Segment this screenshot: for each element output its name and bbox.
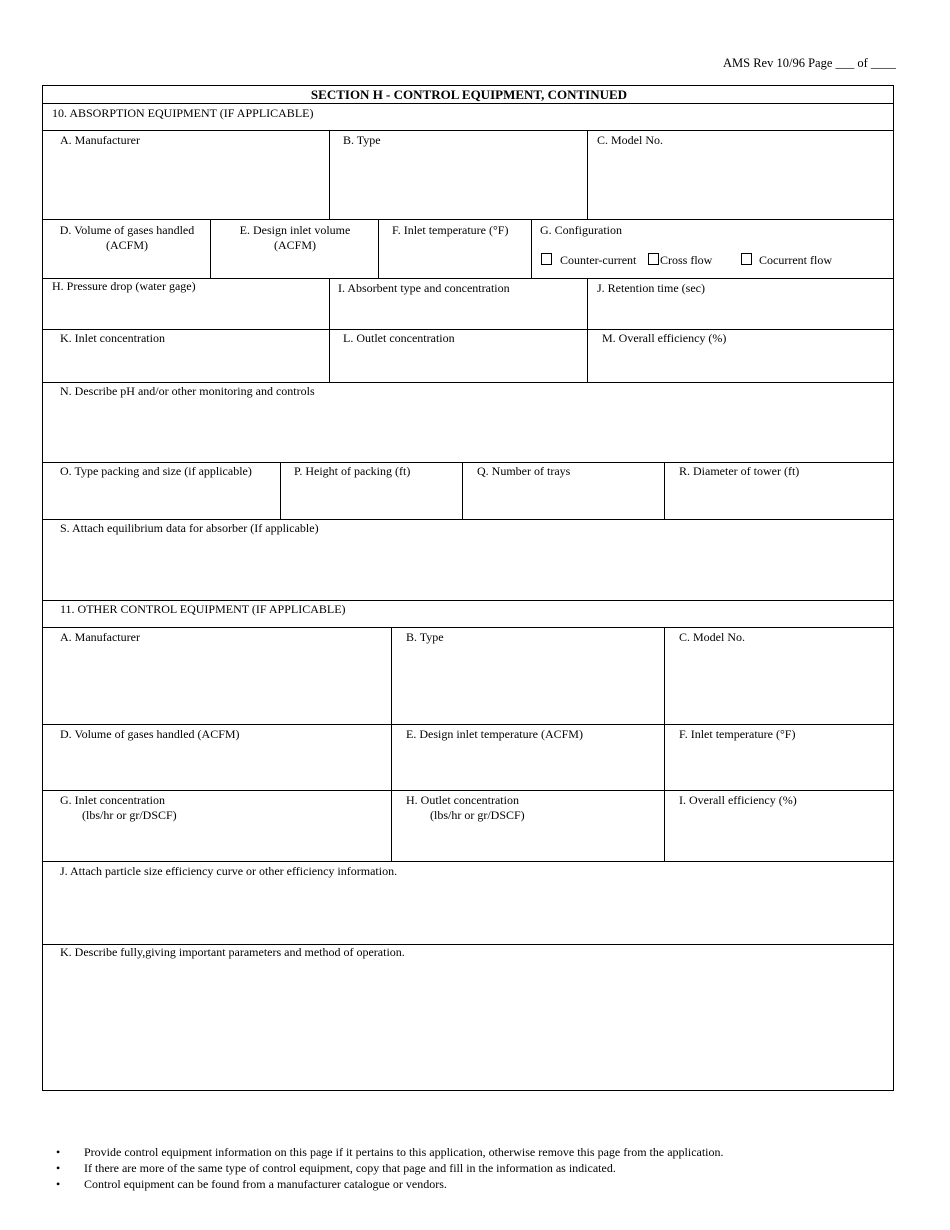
other-outlet-conc-field[interactable]: [406, 793, 525, 823]
list-item: • Control equipment can be found from a manufacturer catalogue or vendors.: [54, 1176, 914, 1192]
control-equipment-form: [42, 85, 894, 1091]
abs-design-inlet-unit: (ACFM): [273, 238, 316, 252]
divider: [210, 219, 211, 278]
abs-num-trays-field[interactable]: Q. Number of trays: [477, 464, 571, 478]
abs-packing-height-field[interactable]: P. Height of packing (ft): [294, 464, 411, 478]
other-outlet-conc-unit: (lbs/hr or gr/DSCF): [430, 808, 525, 822]
other-inlet-conc-label: G. Inlet concentration: [60, 793, 165, 807]
other-design-inlet-temp-field[interactable]: E. Design inlet temperature (ACFM): [406, 727, 583, 741]
divider: [43, 627, 893, 628]
divider: [329, 130, 330, 219]
divider: [43, 724, 893, 725]
instructions-list: [54, 1144, 914, 1192]
divider: [43, 219, 893, 220]
counter-current-checkbox[interactable]: [541, 253, 552, 265]
abs-volume-gases-unit: (ACFM): [105, 238, 148, 252]
abs-manufacturer-field[interactable]: A. Manufacturer: [60, 133, 140, 147]
divider: [378, 219, 379, 278]
other-manufacturer-field[interactable]: A. Manufacturer: [60, 630, 140, 644]
section-title: SECTION H - CONTROL EQUIPMENT, CONTINUED: [310, 87, 628, 102]
divider: [43, 130, 893, 131]
list-item: • If there are more of the same type of control equipment, copy that page and fill in the information as indicated.: [54, 1160, 914, 1176]
abs-volume-gases-label: D. Volume of gases handled: [59, 223, 195, 237]
divider: [531, 219, 532, 278]
abs-model-no-field[interactable]: C. Model No.: [597, 133, 663, 147]
abs-design-inlet-field[interactable]: [215, 223, 375, 253]
counter-current-label: Counter-current: [560, 253, 637, 267]
other-type-field[interactable]: B. Type: [406, 630, 444, 644]
divider: [587, 278, 588, 382]
divider: [664, 462, 665, 519]
abs-pressure-drop-field[interactable]: H. Pressure drop (water gage): [52, 279, 196, 293]
divider: [43, 329, 893, 330]
list-item: • Provide control equipment information on this page if it pertains to this application, otherwise remove this page from the application.: [54, 1144, 914, 1160]
cocurrent-flow-checkbox[interactable]: [741, 253, 752, 265]
abs-outlet-conc-field[interactable]: L. Outlet concentration: [343, 331, 455, 345]
abs-design-inlet-label: E. Design inlet volume: [239, 223, 351, 237]
other-section-heading: 11. OTHER CONTROL EQUIPMENT (IF APPLICABLE): [60, 602, 346, 616]
abs-inlet-conc-field[interactable]: K. Inlet concentration: [60, 331, 165, 345]
abs-equilibrium-field[interactable]: S. Attach equilibrium data for absorber (If applicable): [60, 521, 319, 535]
abs-volume-gases-field[interactable]: [47, 223, 207, 253]
other-outlet-conc-label: H. Outlet concentration: [406, 793, 519, 807]
abs-configuration-label: G. Configuration: [540, 223, 622, 237]
cross-flow-checkbox[interactable]: [648, 253, 659, 265]
abs-inlet-temp-field[interactable]: F. Inlet temperature (°F): [392, 223, 509, 237]
divider: [462, 462, 463, 519]
abs-packing-type-field[interactable]: O. Type packing and size (if applicable): [60, 464, 252, 478]
other-describe-fully-field[interactable]: K. Describe fully,giving important parameters and method of operation.: [60, 945, 405, 959]
divider: [43, 861, 893, 862]
other-model-no-field[interactable]: C. Model No.: [679, 630, 745, 644]
cocurrent-flow-label: Cocurrent flow: [759, 253, 832, 267]
divider: [43, 103, 893, 104]
divider: [43, 600, 893, 601]
abs-overall-eff-field[interactable]: M. Overall efficiency (%): [602, 331, 727, 345]
abs-tower-diameter-field[interactable]: R. Diameter of tower (ft): [679, 464, 800, 478]
abs-absorbent-field[interactable]: I. Absorbent type and concentration: [338, 281, 510, 295]
divider: [280, 462, 281, 519]
other-overall-eff-field[interactable]: I. Overall efficiency (%): [679, 793, 797, 807]
other-inlet-conc-field[interactable]: [60, 793, 177, 823]
divider: [664, 627, 665, 861]
abs-type-field[interactable]: B. Type: [343, 133, 381, 147]
divider: [587, 130, 588, 219]
other-volume-gases-field[interactable]: D. Volume of gases handled (ACFM): [60, 727, 240, 741]
absorption-section-heading: 10. ABSORPTION EQUIPMENT (IF APPLICABLE): [52, 106, 314, 120]
divider: [43, 790, 893, 791]
other-inlet-conc-unit: (lbs/hr or gr/DSCF): [82, 808, 177, 822]
divider: [43, 382, 893, 383]
divider: [43, 519, 893, 520]
divider: [391, 627, 392, 861]
abs-retention-field[interactable]: J. Retention time (sec): [597, 281, 705, 295]
divider: [329, 278, 330, 382]
other-inlet-temp-field[interactable]: F. Inlet temperature (°F): [679, 727, 796, 741]
abs-describe-ph-field[interactable]: N. Describe pH and/or other monitoring and controls: [60, 384, 315, 398]
page-number-header: AMS Rev 10/96 Page ___ of ____: [723, 56, 896, 70]
divider: [43, 462, 893, 463]
other-particle-size-field[interactable]: J. Attach particle size efficiency curve or other efficiency information.: [60, 864, 398, 878]
cross-flow-label: Cross flow: [660, 253, 713, 267]
